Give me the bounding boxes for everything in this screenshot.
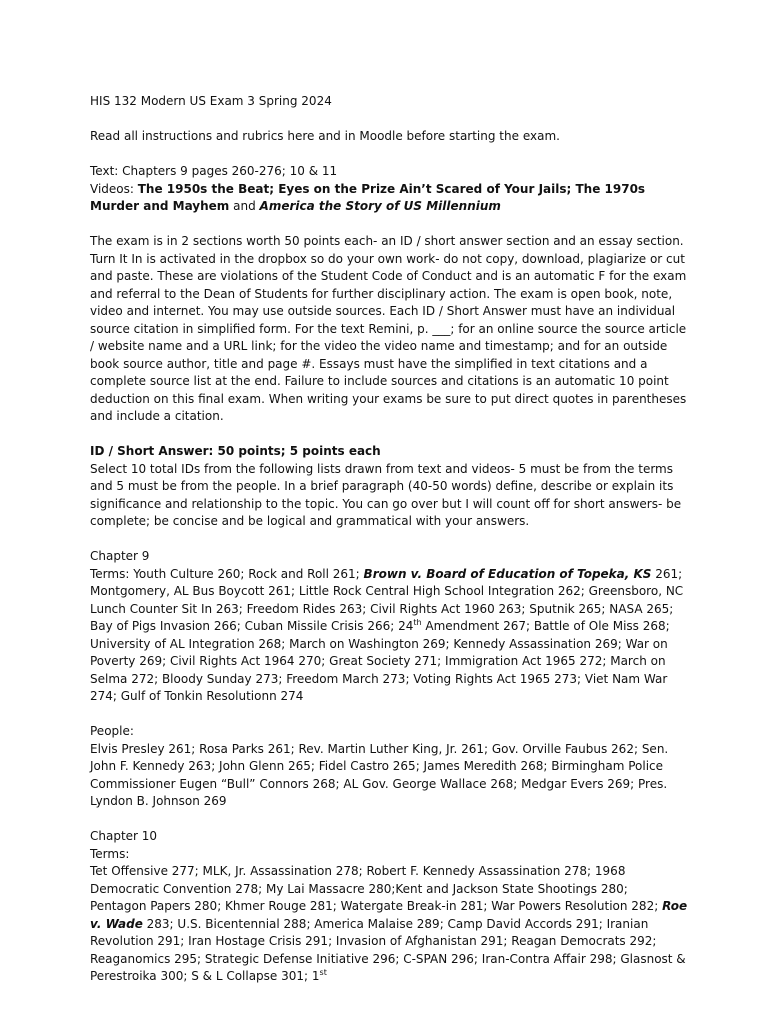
spacer — [90, 111, 688, 129]
videos-and: and — [229, 199, 260, 213]
chapter9-people: Elvis Presley 261; Rosa Parks 261; Rev. Martin Luther King, Jr. 261; Gov. Orville Faubus 262; Sen. John F. Kennedy 263; John Glenn 265; Fidel Castro 265; James Meredith 268; Birmingham Police Commissioner Eugen “Bull” Connors 268; AL Gov. George Wallace 268; Medgar Evers 269; Pres. Lyndon B. Johnson 269 — [90, 741, 669, 808]
text-line: Text: Chapters 9 pages 260-276; 10 & 11 — [90, 164, 338, 178]
exam-rules-paragraph: The exam is in 2 sections worth 50 points each- an ID / short answer section and an essay section. Turn It In is activated in the dropbox so do your own work- do not copy, download, plagiarize or cut and paste. These are violations of the Student Code of Conduct and is an automatic F for the exam and referral to the Dean of Students for further disciplinary action. The exam is open book, note, video and internet. You may use outside sources. Each ID / Short Answer must have an individual source citation in simplified form. For the text Remini, p. ___; for an online source the source article / website name and a URL link; for the video the video name and timestamp; and for an outside book source author, title and page #. Essays must have the simplified in text citations and a complete source list at the end. Failure to include sources and citations is an automatic 10 point deduction on this final exam. When writing your exams be sure to put direct quotes in parentheses and include a citation. — [90, 234, 687, 423]
videos-titles: The 1950s the Beat; Eyes on the Prize Ain’t Scared of Your Jails; The 1970s Murder and Mayhem — [90, 181, 646, 213]
spacer — [90, 146, 688, 164]
id-section-instructions: Select 10 total IDs from the following lists drawn from text and videos- 5 must be from the terms and 5 must be from the people. In a brief paragraph (40-50 words) define, describe or explain its significance and relationship to the topic. You can go over but I will count off for short answers- be complete; be concise and be logical and grammatical with your answers. — [90, 461, 682, 528]
videos-line — [90, 181, 688, 216]
videos-label: Videos: — [90, 181, 138, 196]
chapter10-terms-part-b: 283; U.S. Bicentennial 288; America Malaise 289; Camp David Accords 291; Iranian Revolution 291; Iran Hostage Crisis 291; Invasion of Afghanistan 291; Reagan Democrats 292; Reaganomics 295; Strategic Defense Initiative 296; C-SPAN 296; Iran-Contra Affair 298; Glasnost & Perestroika 300; S & L Collapse 301; 1 — [90, 916, 686, 983]
instructions-line: Read all instructions and rubrics here and in Moodle before starting the exam. — [90, 129, 560, 143]
chapter9-terms — [90, 566, 688, 706]
spacer — [90, 216, 688, 234]
ordinal-superscript: th — [413, 618, 422, 627]
chapter9-terms-part-a: Terms: Youth Culture 260; Rock and Roll 261; — [90, 566, 364, 581]
chapter10-terms — [90, 863, 688, 986]
document-title: HIS 132 Modern US Exam 3 Spring 2024 — [90, 94, 332, 108]
chapter10-heading: Chapter 10 — [90, 829, 158, 843]
chapter10-terms-part-a: Tet Offensive 277; MLK, Jr. Assassination 278; Robert F. Kennedy Assassination 278; 1968 Democratic Convention 278; My Lai Massacre 280;Kent and Jackson State Shootings 280; Pentagon Papers 280; Khmer Rouge 281; Watergate Break-in 281; War Powers Resolution 282; — [90, 864, 663, 913]
roe-v-wade-term: Roe v. Wade — [90, 899, 688, 931]
id-section-heading: ID / Short Answer: 50 points; 5 points each — [90, 444, 381, 458]
spacer — [90, 531, 688, 549]
videos-millennium-title: America the Story of US Millennium — [259, 199, 501, 213]
spacer — [90, 706, 688, 724]
chapter9-heading: Chapter 9 — [90, 549, 150, 563]
chapter10-terms-label: Terms: — [90, 846, 130, 861]
spacer — [90, 811, 688, 829]
brown-v-board-term: Brown v. Board of Education of Topeka, KS — [363, 566, 652, 581]
ordinal-superscript: st — [319, 968, 327, 977]
chapter9-people-heading: People: — [90, 724, 134, 738]
chapter9-terms-part-b: 261; Montgomery, AL Bus Boycott 261; Little Rock Central High School Integration 262; Greensboro, NC Lunch Counter Sit In 263; Freedom Rides 263; Civil Rights Act 1960 263; Sputnik 265; NASA 265; Bay of Pigs Invasion 266; Cuban Missile Crisis 266; 24 — [90, 566, 684, 633]
chapter9-terms-part-c: Amendment 267; Battle of Ole Miss 268; University of AL Integration 268; March on Washington 269; Kennedy Assassination 269; War on Poverty 269; Civil Rights Act 1964 270; Great Society 271; Immigration Act 1965 272; March on Selma 272; Bloody Sunday 273; Freedom March 273; Voting Rights Act 1965 273; Viet Nam War 274; Gulf of Tonkin Resolutionn 274 — [90, 619, 670, 703]
spacer — [90, 426, 688, 444]
